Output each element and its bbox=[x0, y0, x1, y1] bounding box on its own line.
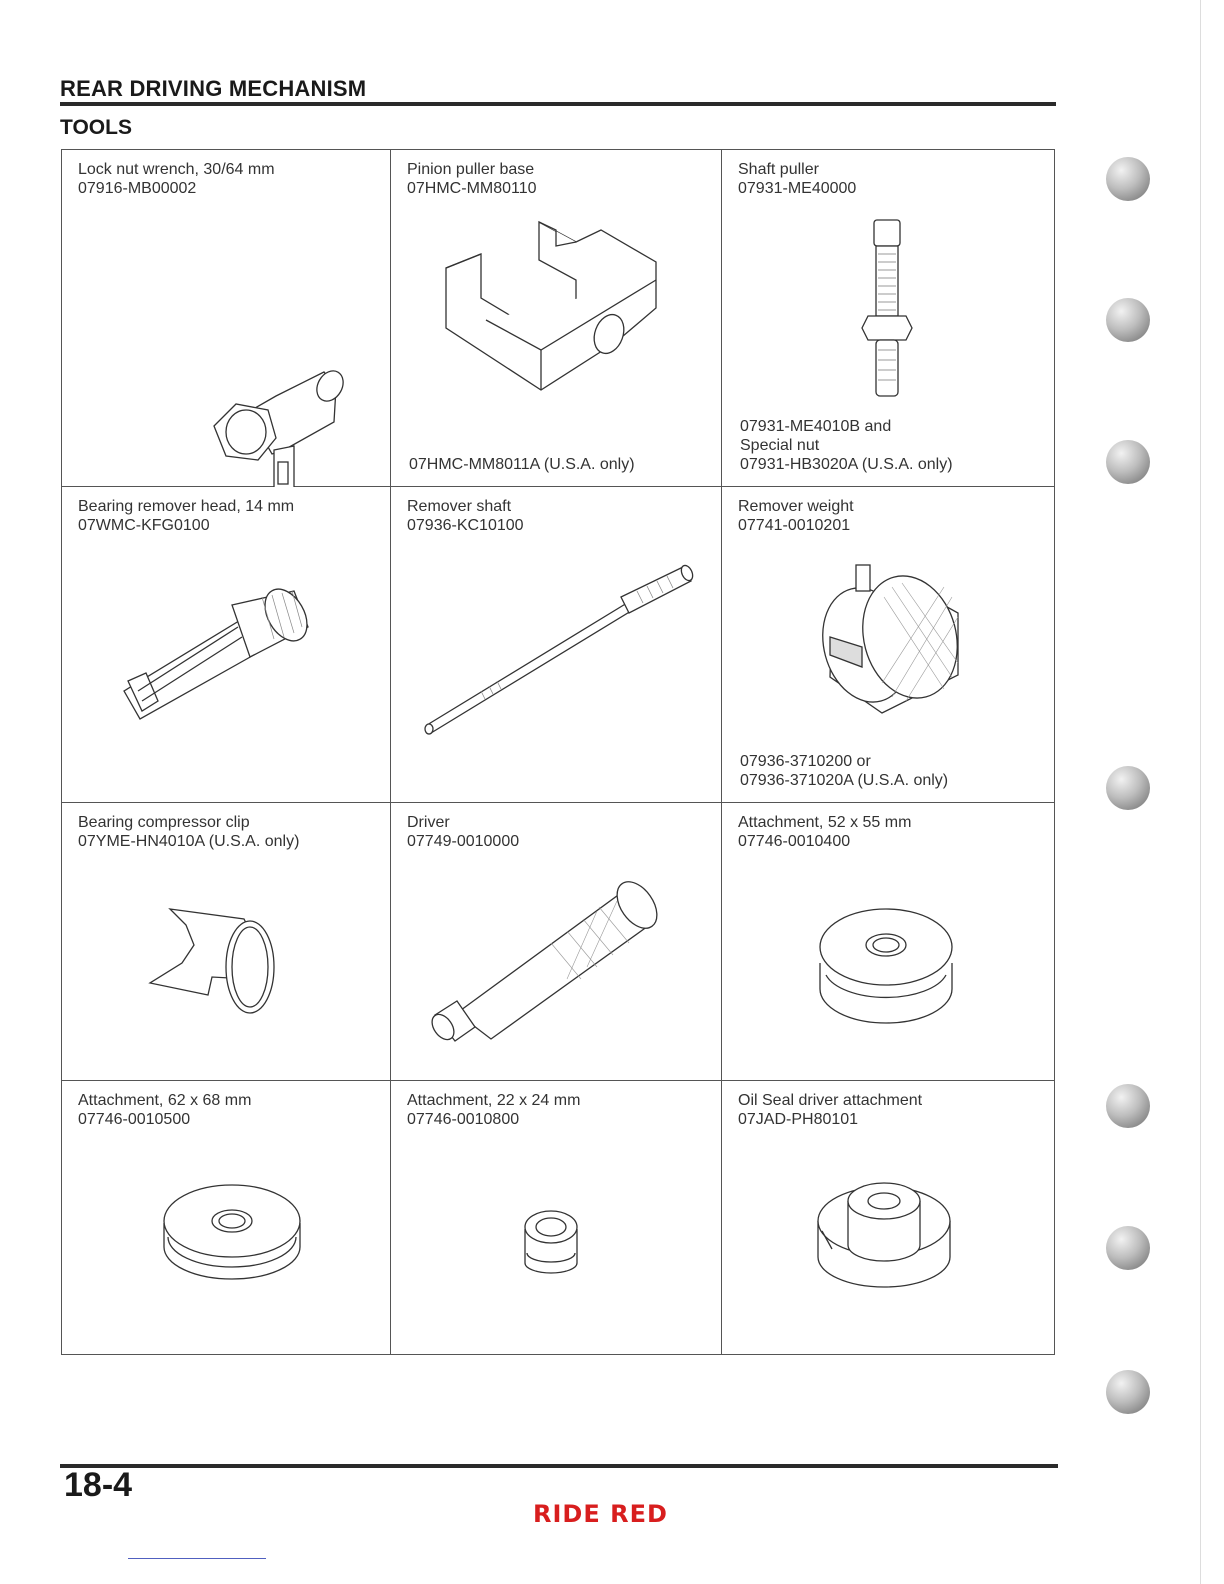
attachment-52x55-illustration bbox=[722, 803, 1056, 1081]
tool-name: Pinion puller base bbox=[407, 161, 535, 178]
lock-nut-wrench-illustration bbox=[62, 150, 391, 487]
tool-name: Driver bbox=[407, 814, 450, 831]
tool-part-number: 07746-0010400 bbox=[738, 833, 851, 850]
header-rule bbox=[60, 102, 1056, 106]
tool-cell-driver bbox=[391, 803, 722, 1081]
tool-name: Remover shaft bbox=[407, 498, 512, 515]
subsection-title: TOOLS bbox=[60, 116, 132, 139]
tool-name: Lock nut wrench, 30/64 mm bbox=[78, 161, 275, 178]
oil-seal-driver-attachment-illustration bbox=[722, 1081, 1056, 1357]
pinion-puller-base-illustration bbox=[391, 150, 722, 487]
tool-note bbox=[409, 455, 635, 474]
tool-cell-attachment-62x68 bbox=[62, 1081, 391, 1354]
tool-name: Bearing compressor clip bbox=[78, 814, 250, 831]
tool-cell-bearing-remover-head bbox=[62, 487, 391, 803]
remover-shaft-illustration bbox=[391, 487, 722, 803]
tool-name: Oil Seal driver attachment bbox=[738, 1092, 923, 1109]
tool-part-number: 07HMC-MM80110 bbox=[407, 180, 537, 197]
tool-part-number: 07741-0010201 bbox=[738, 517, 851, 534]
tool-note-line: 07931-HB3020A (U.S.A. only) bbox=[740, 456, 953, 473]
tool-cell-remover-shaft bbox=[391, 487, 722, 803]
page-edge-line bbox=[1200, 0, 1201, 1584]
tool-name: Remover weight bbox=[738, 498, 854, 515]
tool-note-line: 07HMC-MM8011A (U.S.A. only) bbox=[409, 456, 635, 473]
section-title: REAR DRIVING MECHANISM bbox=[60, 76, 367, 101]
footer-brand-logo: RIDE RED bbox=[533, 1500, 668, 1528]
tool-part-number: 07JAD-PH80101 bbox=[738, 1111, 859, 1128]
section-tab-marker bbox=[1106, 1370, 1150, 1414]
scan-artifact-line bbox=[128, 1558, 266, 1559]
section-tab-marker bbox=[1106, 1084, 1150, 1128]
tool-part-number: 07746-0010800 bbox=[407, 1111, 520, 1128]
tool-part-number: 07746-0010500 bbox=[78, 1111, 191, 1128]
tool-cell-bearing-compressor-clip bbox=[62, 803, 391, 1081]
tools-table bbox=[61, 149, 1055, 1355]
tool-note-line: 07936-371020A (U.S.A. only) bbox=[740, 772, 949, 789]
tool-cell-shaft-puller bbox=[722, 150, 1054, 487]
tool-cell-pinion-puller-base bbox=[391, 150, 722, 487]
tool-note bbox=[740, 752, 948, 790]
tool-note bbox=[740, 417, 953, 474]
tool-part-number: 07936-KC10100 bbox=[407, 517, 524, 534]
tool-part-number: 07931-ME40000 bbox=[738, 180, 857, 197]
tool-name: Attachment, 52 x 55 mm bbox=[738, 814, 912, 831]
bearing-compressor-clip-illustration bbox=[62, 803, 391, 1081]
tool-cell-oil-seal-driver-attachment bbox=[722, 1081, 1054, 1354]
attachment-62x68-illustration bbox=[62, 1081, 391, 1357]
tool-part-number: 07YME-HN4010A (U.S.A. only) bbox=[78, 833, 300, 850]
tool-part-number: 07916-MB00002 bbox=[78, 180, 197, 197]
tool-note-line: Special nut bbox=[740, 437, 820, 454]
tool-name: Shaft puller bbox=[738, 161, 819, 178]
section-tab-marker bbox=[1106, 440, 1150, 484]
tool-cell-attachment-22x24 bbox=[391, 1081, 722, 1354]
section-tab-marker bbox=[1106, 298, 1150, 342]
tool-note-line: 07931-ME4010B and bbox=[740, 418, 892, 435]
tool-name: Attachment, 62 x 68 mm bbox=[78, 1092, 252, 1109]
tool-cell-remover-weight bbox=[722, 487, 1054, 803]
section-tab-marker bbox=[1106, 766, 1150, 810]
attachment-22x24-illustration bbox=[391, 1081, 722, 1357]
tool-cell-attachment-52x55 bbox=[722, 803, 1054, 1081]
tool-note-line: 07936-3710200 or bbox=[740, 753, 871, 770]
bearing-remover-head-illustration bbox=[62, 487, 391, 803]
section-tab-marker bbox=[1106, 1226, 1150, 1270]
tool-part-number: 07749-0010000 bbox=[407, 833, 520, 850]
footer-rule bbox=[60, 1464, 1058, 1468]
section-tab-marker bbox=[1106, 157, 1150, 201]
tool-cell-lock-nut-wrench bbox=[62, 150, 391, 487]
tool-part-number: 07WMC-KFG0100 bbox=[78, 517, 210, 534]
tool-name: Attachment, 22 x 24 mm bbox=[407, 1092, 581, 1109]
tool-name: Bearing remover head, 14 mm bbox=[78, 498, 295, 515]
page-number: 18-4 bbox=[64, 1466, 133, 1504]
driver-illustration bbox=[391, 803, 722, 1081]
